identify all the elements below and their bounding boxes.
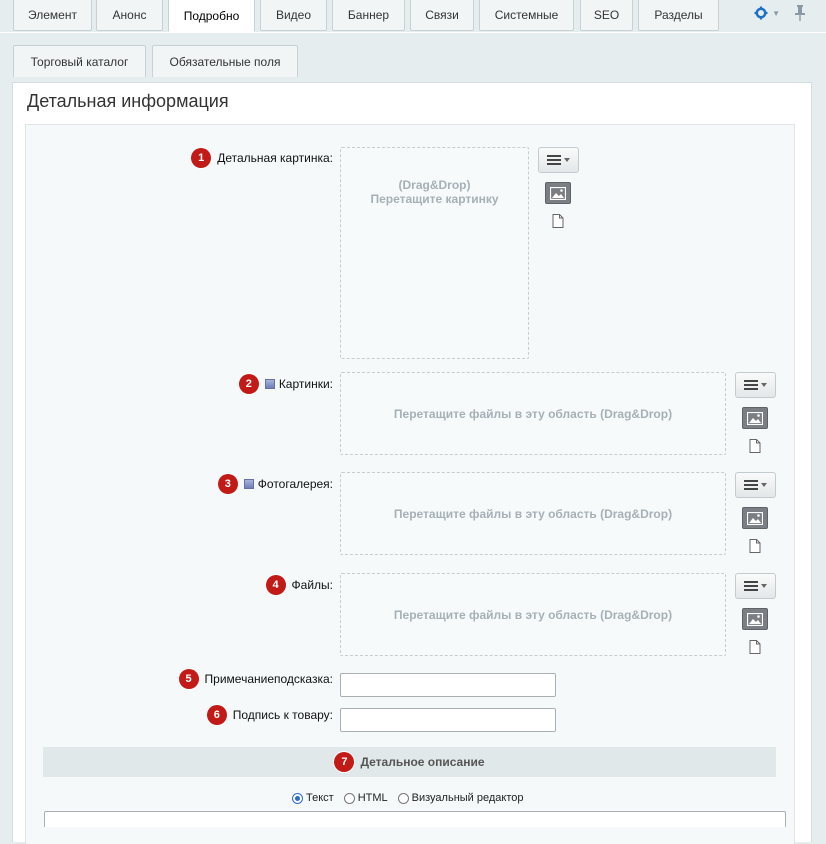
step-badge: 2 xyxy=(239,374,259,394)
field-note-label xyxy=(0,669,333,689)
hamburger-icon xyxy=(547,155,561,165)
pictures-menu-button[interactable] xyxy=(735,372,776,398)
tab-label: Обязательные поля xyxy=(169,54,281,69)
tab-announce[interactable] xyxy=(96,0,163,31)
field-caption-label xyxy=(0,705,333,725)
dropzone-text: Перетащите файлы в эту область (Drag&Drop) xyxy=(393,406,673,421)
tab-label: Видео xyxy=(275,8,312,22)
step-badge: 1 xyxy=(191,148,211,168)
field-gallery-label xyxy=(0,474,333,494)
pin-icon[interactable] xyxy=(794,5,806,21)
tab-label: Связи xyxy=(425,8,459,22)
radio-button[interactable] xyxy=(292,793,303,804)
tab-required-fields[interactable] xyxy=(152,45,298,77)
field-label: Картинки: xyxy=(278,377,333,391)
hamburger-icon xyxy=(744,581,758,591)
file-icon[interactable] xyxy=(749,439,761,453)
chevron-down-icon xyxy=(761,383,767,387)
detail-picture-menu-button[interactable] xyxy=(538,147,579,173)
hamburger-icon xyxy=(744,380,758,390)
tab-label: Системные xyxy=(494,8,559,22)
tab-details[interactable] xyxy=(168,0,255,32)
file-icon[interactable] xyxy=(552,214,564,228)
image-icon xyxy=(747,613,763,626)
file-icon[interactable] xyxy=(749,539,761,553)
dropzone-text: Перетащите файлы в эту область (Drag&Drop) xyxy=(393,607,673,622)
radio-label: HTML xyxy=(357,792,388,804)
field-files-label xyxy=(0,575,333,595)
caption-input[interactable] xyxy=(340,708,556,732)
field-label: Примечаниеподсказка: xyxy=(204,672,333,686)
hint-icon[interactable] xyxy=(244,479,254,489)
gallery-menu-button[interactable] xyxy=(735,472,776,498)
field-label: Фотогалерея: xyxy=(257,477,333,491)
field-label: Детальная картинка: xyxy=(217,151,333,165)
radio-label: Текст xyxy=(306,792,334,804)
step-badge: 6 xyxy=(207,705,227,725)
dropzone-text: Перетащите файлы в эту область (Drag&Drop) xyxy=(393,506,673,521)
radio-button[interactable] xyxy=(344,793,355,804)
main-tabs xyxy=(0,0,826,32)
tab-label: Анонс xyxy=(112,8,147,22)
field-pictures-label xyxy=(0,374,333,394)
pictures-image-button[interactable] xyxy=(742,407,768,429)
detail-picture-image-button[interactable] xyxy=(545,182,571,204)
detail-description-header xyxy=(43,747,776,777)
chevron-down-icon xyxy=(564,158,570,162)
step-badge: 5 xyxy=(179,669,199,689)
description-mode-radios xyxy=(292,792,524,804)
step-badge: 3 xyxy=(218,474,238,494)
radio-html[interactable] xyxy=(344,792,388,804)
tab-video[interactable] xyxy=(260,0,327,31)
tab-label: Баннер xyxy=(347,8,390,22)
tab-label: SEO xyxy=(593,8,620,22)
tab-controls xyxy=(754,5,806,21)
chevron-down-icon[interactable]: ▼ xyxy=(772,8,780,18)
sub-tabs xyxy=(0,32,826,76)
description-textarea[interactable] xyxy=(44,811,786,827)
files-dropzone[interactable] xyxy=(340,573,726,656)
field-label: Подпись к товару: xyxy=(232,708,333,722)
dropzone-text: Перетащите картинку xyxy=(370,192,499,206)
field-label: Файлы: xyxy=(291,578,333,592)
dropzone-text: (Drag&Drop) xyxy=(398,178,471,192)
chevron-down-icon xyxy=(761,584,767,588)
field-detail-picture-label xyxy=(0,148,333,168)
tab-seo[interactable] xyxy=(580,0,633,31)
radio-label: Визуальный редактор xyxy=(411,792,524,804)
radio-visual-editor[interactable] xyxy=(398,792,524,804)
hint-icon[interactable] xyxy=(265,379,275,389)
tab-banner[interactable] xyxy=(332,0,405,31)
image-icon xyxy=(747,412,763,425)
image-icon xyxy=(550,187,566,200)
hamburger-icon xyxy=(744,480,758,490)
files-image-button[interactable] xyxy=(742,608,768,630)
radio-button[interactable] xyxy=(398,793,409,804)
note-input[interactable] xyxy=(340,673,556,697)
tab-label: Торговый каталог xyxy=(30,54,129,69)
tab-element[interactable] xyxy=(13,0,92,31)
page-title: Детальная информация xyxy=(27,91,229,111)
tab-label: Подробно xyxy=(183,8,240,23)
tab-label: Разделы xyxy=(654,8,703,22)
gallery-dropzone[interactable] xyxy=(340,472,726,555)
tab-links[interactable] xyxy=(410,0,474,31)
radio-text[interactable] xyxy=(292,792,334,804)
files-menu-button[interactable] xyxy=(735,573,776,599)
tab-label: Элемент xyxy=(28,8,77,22)
detail-picture-dropzone[interactable] xyxy=(340,147,529,359)
image-icon xyxy=(747,512,763,525)
file-icon[interactable] xyxy=(749,640,761,654)
tab-sections[interactable] xyxy=(638,0,719,31)
gear-icon[interactable] xyxy=(754,6,768,20)
step-badge: 7 xyxy=(334,752,354,772)
tab-trade-catalog[interactable] xyxy=(13,45,146,77)
gallery-image-button[interactable] xyxy=(742,507,768,529)
chevron-down-icon xyxy=(761,483,767,487)
step-badge: 4 xyxy=(266,575,286,595)
section-title: Детальное описание xyxy=(360,755,485,769)
pictures-dropzone[interactable] xyxy=(340,372,726,455)
tab-system[interactable] xyxy=(479,0,574,31)
